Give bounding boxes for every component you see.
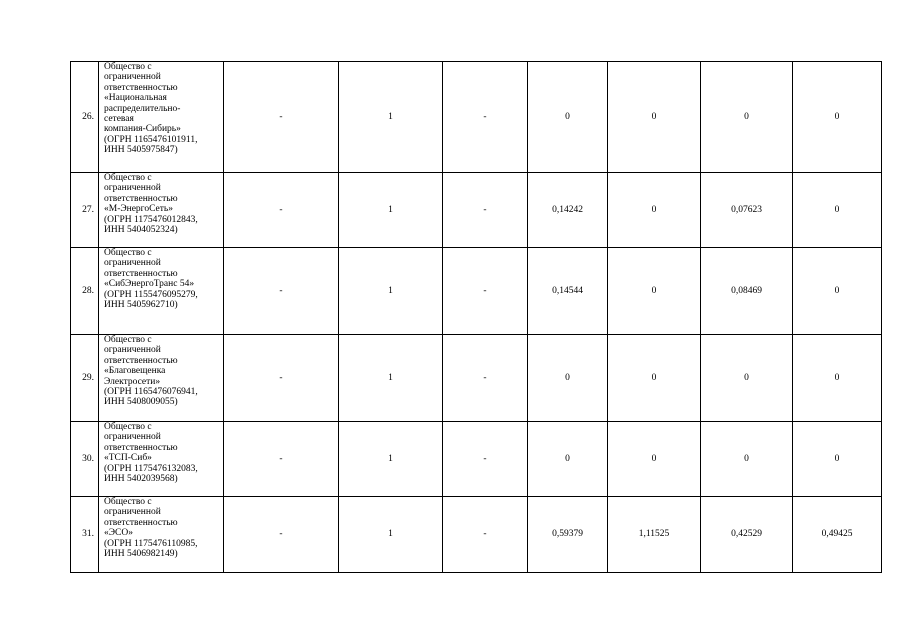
value-cell-c7: 0 [793,248,882,335]
organization-line: «ТСП-Сиб» [104,453,152,464]
table-body [71,62,882,573]
value-cell-c1: - [224,62,339,173]
organization-line: ИНН 5406982149) [104,549,178,560]
value-cell-c2: 1 [339,335,443,422]
value-cell-c7: 0 [793,335,882,422]
value-cell-c4: 0,59379 [528,497,608,573]
value-cell-c5: 0 [608,335,701,422]
table-row [71,497,882,573]
value-cell-c5: 0 [608,422,701,497]
value-cell-c1: - [224,173,339,248]
table-row [71,422,882,497]
value-cell-c3: - [443,422,528,497]
organization-line: ограниченной [104,183,161,194]
organization-line: ответственностью [104,442,178,453]
organization-line: «Национальная [104,93,167,104]
value-cell-c6: 0,08469 [701,248,793,335]
value-cell-c4: 0 [528,62,608,173]
value-cell-c4: 0,14544 [528,248,608,335]
value-cell-c3: - [443,497,528,573]
organization-cell [99,422,224,497]
value-cell-c7: 0 [793,173,882,248]
organization-cell [99,497,224,573]
value-cell-c6: 0,42529 [701,497,793,573]
value-cell-c4: 0 [528,422,608,497]
organization-line: (ОГРН 1175476132083, [104,463,198,474]
value-cell-c7: 0,49425 [793,497,882,573]
organization-line: компания-Сибирь» [104,124,181,135]
table-row [71,62,882,173]
row-number: 28. [71,248,99,335]
row-number: 31. [71,497,99,573]
value-cell-c2: 1 [339,248,443,335]
value-cell-c2: 1 [339,173,443,248]
organization-line: (ОГРН 1175476110985, [104,538,198,549]
organization-cell [99,335,224,422]
value-cell-c2: 1 [339,62,443,173]
organization-line: Общество с [104,335,152,345]
organization-line: ответственностью [104,268,178,279]
table-row [71,173,882,248]
table-row [71,335,882,422]
organization-line: Общество с [104,173,152,183]
organization-line: ИНН 5404052324) [104,225,178,236]
row-number: 26. [71,62,99,173]
row-number: 30. [71,422,99,497]
organization-line: ограниченной [104,72,161,83]
value-cell-c6: 0,07623 [701,173,793,248]
value-cell-c2: 1 [339,497,443,573]
organization-line: ответственностью [104,193,178,204]
organizations-table [70,61,882,573]
organization-line: ИНН 5405962710) [104,300,178,311]
value-cell-c3: - [443,62,528,173]
value-cell-c4: 0,14242 [528,173,608,248]
table-row [71,248,882,335]
organization-line: ответственностью [104,82,178,93]
organization-line: ответственностью [104,517,178,528]
organization-line: ответственностью [104,355,178,366]
organization-line: Общество с [104,422,152,432]
value-cell-c1: - [224,335,339,422]
value-cell-c5: 1,11525 [608,497,701,573]
organization-cell [99,248,224,335]
organization-line: Общество с [104,248,152,258]
row-number: 27. [71,173,99,248]
organization-line: ограниченной [104,345,161,356]
organization-line: Электросети» [104,376,161,387]
value-cell-c1: - [224,248,339,335]
row-number: 29. [71,335,99,422]
organization-cell [99,62,224,173]
organization-line: ИНН 5408009055) [104,397,178,408]
organization-line: ограниченной [104,258,161,269]
organization-line: ИНН 5405975847) [104,145,178,156]
value-cell-c1: - [224,422,339,497]
organization-line: (ОГРН 1155476095279, [104,289,198,300]
value-cell-c5: 0 [608,173,701,248]
organization-line: (ОГРН 1165476101911, [104,134,198,145]
organization-line: сетевая [104,114,134,125]
organization-line: «М-ЭнергоСеть» [104,204,173,215]
value-cell-c6: 0 [701,422,793,497]
organization-line: ИНН 5402039568) [104,474,178,485]
value-cell-c1: - [224,497,339,573]
organization-line: Общество с [104,497,152,507]
organization-line: Общество с [104,62,152,72]
organization-line: ограниченной [104,432,161,443]
value-cell-c5: 0 [608,248,701,335]
value-cell-c3: - [443,335,528,422]
value-cell-c6: 0 [701,62,793,173]
organization-line: (ОГРН 1175476012843, [104,214,198,225]
value-cell-c7: 0 [793,422,882,497]
organization-line: «СибЭнергоТранс 54» [104,279,195,290]
organization-line: «Благовещенка [104,366,166,377]
value-cell-c7: 0 [793,62,882,173]
value-cell-c2: 1 [339,422,443,497]
value-cell-c3: - [443,248,528,335]
organization-line: ограниченной [104,507,161,518]
value-cell-c5: 0 [608,62,701,173]
value-cell-c3: - [443,173,528,248]
organization-line: (ОГРН 1165476076941, [104,387,198,398]
organization-line: распределительно- [104,103,181,114]
value-cell-c6: 0 [701,335,793,422]
organization-cell [99,173,224,248]
organization-line: «ЭСО» [104,528,133,539]
value-cell-c4: 0 [528,335,608,422]
